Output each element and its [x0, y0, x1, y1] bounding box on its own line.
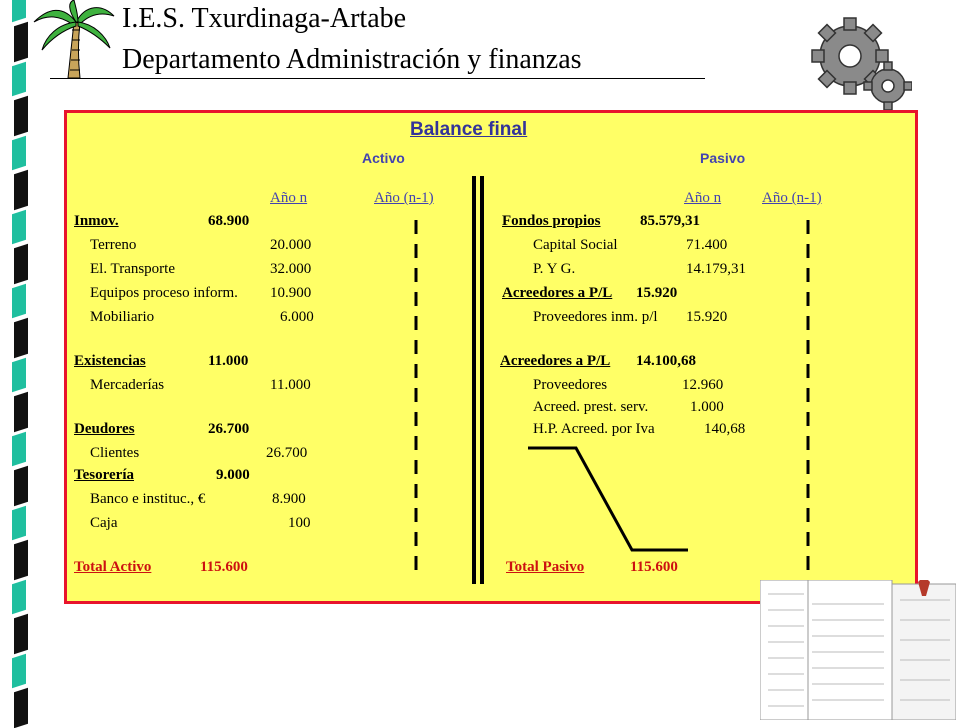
deudores-value: 26.700 [208, 421, 250, 437]
fondos-label: Fondos propios [502, 213, 601, 229]
mobiliario-value: 6.000 [280, 309, 314, 325]
acreed-prest-value: 1.000 [690, 399, 724, 415]
prov-inm-value: 15.920 [686, 309, 728, 325]
total-activo-value: 115.600 [200, 559, 248, 575]
clientes-value: 26.700 [266, 445, 308, 461]
stripe-segment [12, 432, 26, 467]
tesoreria-value: 9.000 [216, 467, 250, 483]
inmov-value: 68.900 [208, 213, 250, 229]
palm-tree-logo [28, 0, 118, 78]
total-pasivo-label: Total Pasivo [506, 559, 585, 575]
decorative-stripe [0, 0, 40, 720]
acreedores-lp-label: Acreedores a P/L [502, 285, 613, 301]
acreedores-cp-row [500, 352, 706, 370]
total-activo-row [74, 558, 258, 576]
pasivo-heading: Pasivo [700, 150, 746, 166]
acreed-prest-label: Acreed. prest. serv. [533, 399, 649, 415]
center-divider-right [480, 176, 484, 584]
acreedores-cp-value: 14.100,68 [636, 353, 696, 369]
banco-label: Banco e instituc., € [90, 491, 206, 507]
terreno-value: 20.000 [270, 237, 312, 253]
equipos-label: Equipos proceso inform. [90, 285, 238, 301]
hp-label: H.P. Acreed. por Iva [533, 421, 655, 437]
deudores-label: Deudores [74, 421, 135, 437]
mercaderias-value: 11.000 [270, 377, 311, 393]
total-pasivo-row [506, 558, 688, 576]
stripe-segment [12, 0, 26, 22]
existencias-row [74, 352, 258, 370]
inmov-label: Inmov. [74, 213, 119, 229]
closing-line-mark [526, 444, 692, 556]
mercaderias-label: Mercaderías [90, 377, 165, 393]
stripe-segment [12, 506, 26, 541]
pasivo-dashed-separator [802, 220, 814, 580]
stripe-segment [14, 244, 28, 285]
hp-value: 140,68 [704, 421, 746, 437]
mobiliario-label: Mobiliario [90, 309, 155, 325]
stripe-segment [12, 136, 26, 171]
terreno-label: Terreno [90, 237, 137, 253]
activo-year-n1: Año (n-1) [374, 190, 434, 206]
caja-value: 100 [288, 515, 311, 531]
stripe-segment [12, 654, 26, 689]
pasivo-year-n1: Año (n-1) [762, 190, 822, 206]
documents-illustration [760, 580, 956, 720]
activo-year-n: Año n [270, 190, 308, 206]
stripe-segment [12, 358, 26, 393]
gears-icon [808, 14, 912, 110]
pyg-value: 14.179,31 [686, 261, 746, 277]
pyg-label: P. Y G. [533, 261, 576, 277]
existencias-value: 11.000 [208, 353, 249, 369]
tesoreria-label: Tesorería [74, 467, 134, 483]
activo-dashed-separator [410, 220, 422, 580]
page-subtitle: Departamento Administración y finanzas [122, 44, 582, 75]
pasivo-year-n: Año n [684, 190, 722, 206]
equipos-value: 10.900 [270, 285, 312, 301]
caja-label: Caja [90, 515, 118, 531]
stripe-segment [14, 466, 28, 507]
acreedores-cp-label: Acreedores a P/L [500, 353, 611, 369]
prov-inm-label: Proveedores inm. p/l [533, 309, 658, 325]
center-divider-left [472, 176, 476, 584]
inmov-row [74, 212, 258, 230]
proveedores-value: 12.960 [682, 377, 724, 393]
activo-heading: Activo [362, 150, 405, 166]
stripe-segment [14, 688, 28, 728]
stripe-segment [14, 614, 28, 655]
total-pasivo-value: 115.600 [630, 559, 678, 575]
stripe-segment [12, 62, 26, 97]
stripe-segment [14, 22, 28, 63]
transporte-label: El. Transporte [90, 261, 176, 277]
stripe-segment [14, 170, 28, 211]
deudores-row [74, 420, 258, 438]
stripe-segment [12, 284, 26, 319]
stripe-segment [14, 392, 28, 433]
fondos-value: 85.579,31 [640, 213, 700, 229]
page-title: I.E.S. Txurdinaga-Artabe [122, 3, 407, 34]
transporte-value: 32.000 [270, 261, 312, 277]
stripe-segment [12, 210, 26, 245]
fondos-row [502, 212, 712, 230]
capital-label: Capital Social [533, 237, 618, 253]
existencias-label: Existencias [74, 353, 146, 369]
proveedores-label: Proveedores [533, 377, 608, 393]
acreedores-lp-value: 15.920 [636, 285, 678, 301]
balance-title: Balance final [410, 119, 528, 140]
stripe-segment [14, 96, 28, 137]
total-activo-label: Total Activo [74, 559, 152, 575]
tesoreria-row [74, 466, 258, 484]
stripe-segment [14, 540, 28, 581]
stripe-segment [14, 318, 28, 359]
banco-value: 8.900 [272, 491, 306, 507]
stripe-segment [12, 580, 26, 615]
header-divider [50, 78, 705, 79]
capital-value: 71.400 [686, 237, 728, 253]
acreedores-lp-row [502, 284, 686, 302]
clientes-label: Clientes [90, 445, 140, 461]
